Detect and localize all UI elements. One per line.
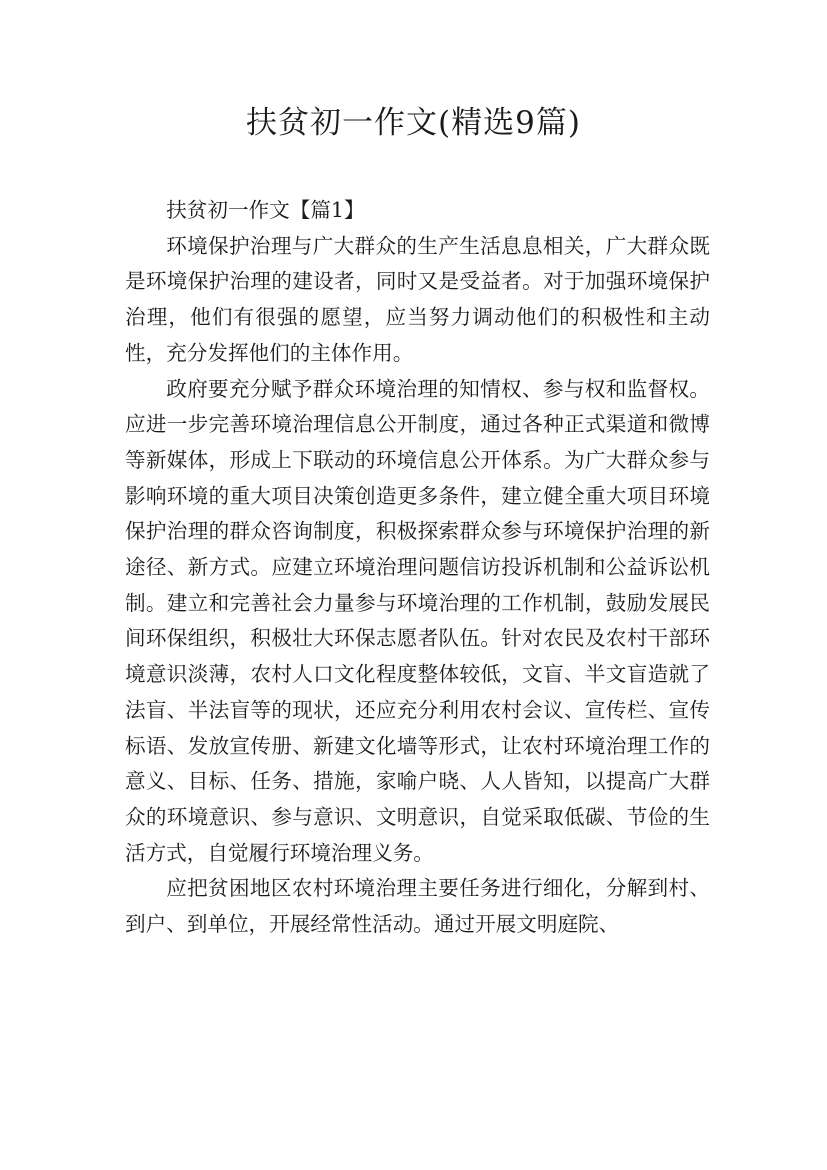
- section-heading: 扶贫初一作文【篇1】: [166, 198, 365, 222]
- body-paragraph: 环境保护治理与广大群众的生产生活息息相关，广大群众既是环境保护治理的建设者，同时又是受益者。对于加强环境保护治理，他们有很强的愿望，应当努力调动他们的积极性和主动性，充分发挥他们的主体作用。: [125, 233, 710, 365]
- body-paragraph: 应把贫困地区农村环境治理主要任务进行细化，分解到村、到户、到单位，开展经常性活动。通过开展文明庭院、: [125, 876, 710, 937]
- body-paragraph: 政府要充分赋予群众环境治理的知情权、参与权和监督权。应进一步完善环境治理信息公开制度，通过各种正式渠道和微博等新媒体，形成上下联动的环境信息公开体系。为广大群众参与影响环境的重大项目决策创造更多条件，建立健全重大项目环境保护治理的群众咨询制度，积极探索群众参与环境保护治理的新途径、新方式。应建立环境治理问题信访投诉机制和公益诉讼机制。建立和完善社会力量参与环境治理的工作机制，鼓励发展民间环保组织，积极壮大环保志愿者队伍。针对农民及农村干部环境意识淡薄，农村人口文化程度整体较低，文盲、半文盲造就了法盲、半法盲等的现状，还应充分利用农村会议、宣传栏、宣传标语、发放宣传册、新建文化墙等形式，让农村环境治理工作的意义、目标、任务、措施，家喻户晓、人人皆知，以提高广大群众的环境意识、参与意识、文明意识，自觉采取低碳、节俭的生活方式，自觉履行环境治理义务。: [125, 376, 710, 865]
- document-title: 扶贫初一作文(精选9篇): [246, 105, 581, 141]
- document-body: [125, 193, 710, 943]
